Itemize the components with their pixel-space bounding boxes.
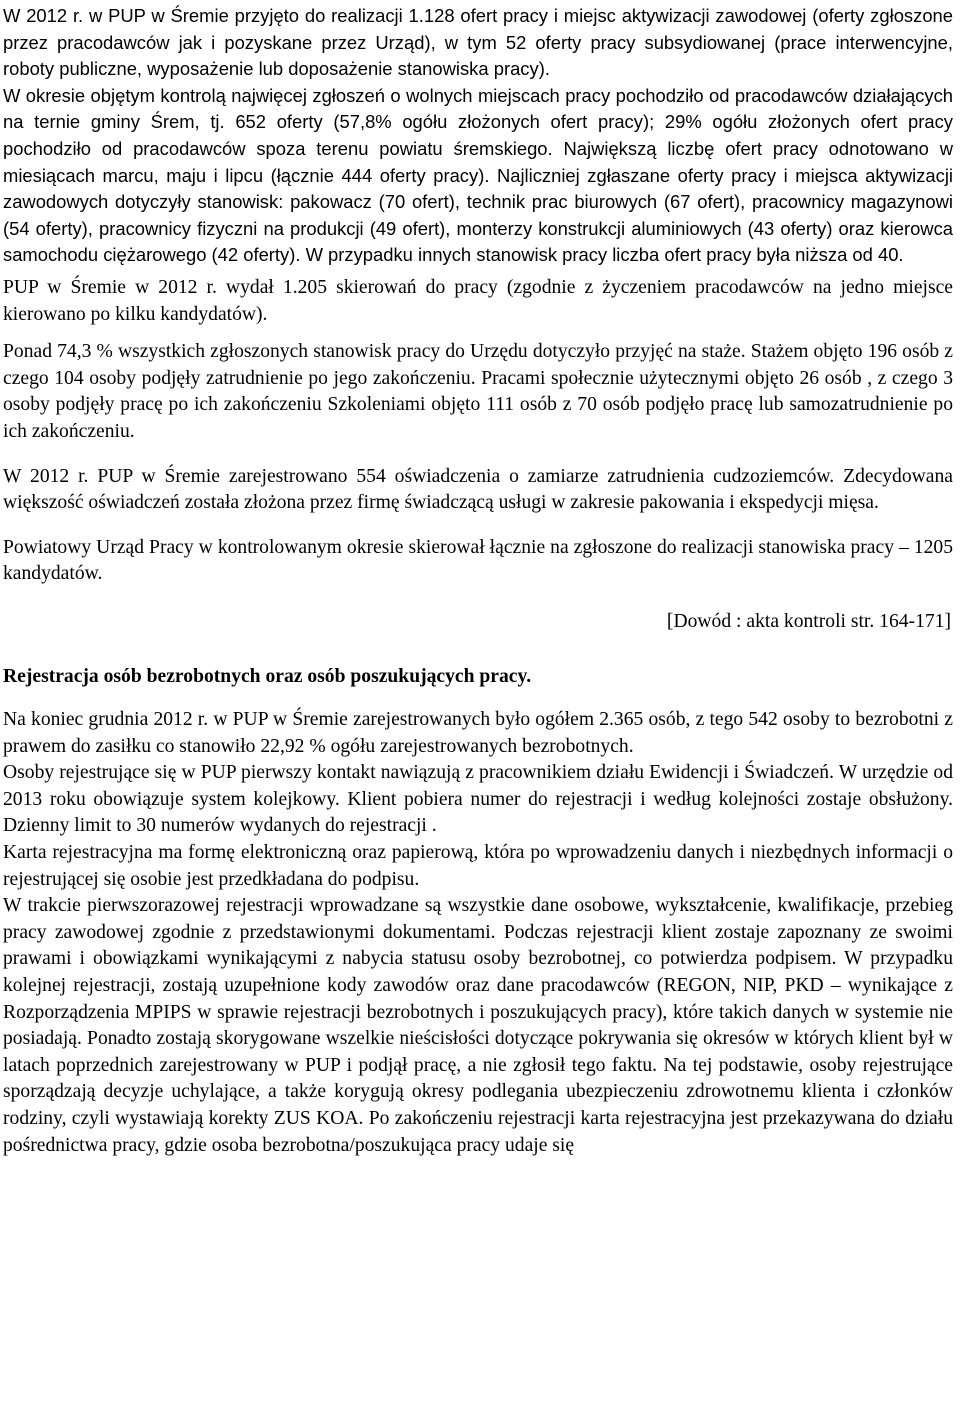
evidence-reference: [Dowód : akta kontroli str. 164-171]	[666, 610, 951, 632]
paragraph-first-contact: Osoby rejestrujące się w PUP pierwszy kontakt nawiązują z pracownikiem działu Ewidencji i Świadczeń. W urzędzie od 2013 roku obowiązuje system kolejkowy. Klient pobiera numer do rejestracji i według kolejności zostaje obsłużony. Dzienny limit to 30 numerów wydanych do rejestracji .	[3, 762, 953, 837]
paragraph-internships: Ponad 74,3 % wszystkich zgłoszonych stanowisk pracy do Urzędu dotyczyło przyjęć na staże. Stażem objęto 196 osób z czego 104 osoby podjęły zatrudnienie po jego zakończeniu. Pracami społecznie użytecznymi objęto 26 osób , z czego 3 osoby podjęły pracę po ich zakończeniu Szkoleniami objęto 111 osób z 70 osób podjęło pracę lub samozatrudnienie po ich zakończeniu.	[3, 341, 953, 442]
paragraph-job-offers: W 2012 r. w PUP w Śremie przyjęto do realizacji 1.128 ofert pracy i miejsc aktywizacji zawodowej (oferty zgłoszone przez pracodawców jak i pozyskane przez Urząd), w tym 52 oferty pracy subsydiowanej (prace interwencyjne, roboty publiczne, wyposażenie lub doposażenie stanowiska pracy).	[3, 5, 953, 80]
paragraph-registration-process: W trakcie pierwszorazowej rejestracji wprowadzane są wszystkie dane osobowe, wykształcenie, kwalifikacje, przebieg pracy zawodowej zgodnie z przedstawionymi dokumentami. Podczas rejestracji klient zostaje zapoznany ze swoimi prawami i obowiązkami wynikającymi z nabycia statusu osoby bezrobotnej, co potwierdza podpisem. W przypadku kolejnej rejestracji, zostają uzupełnione kody zawodów oraz dane pracodawców (REGON, NIP, PKD – wynikające z Rozporządzenia MPIPS w sprawie rejestracji bezrobotnych i poszukujących pracy), które takich danych w systemie nie posiadają. Ponadto zostają skorygowane wszelkie nieścisłości dotyczące pokrywania się okresów w których klient był w latach poprzednich zarejestrowany w PUP i podjął pracę, a nie zgłosił tego faktu. Na tej podstawie, osoby rejestrujące sporządzają decyzje uchylające, a także korygują okresy podlegania ubezpieczeniu zdrowotnemu klienta i członków rodziny, czyli wystawiają korekty ZUS KOA. Po zakończeniu rejestracji karta rejestracyjna jest przekazywana do działu pośrednictwa pracy, gdzie osoba bezrobotna/poszukująca pracy udaje się	[3, 895, 953, 1156]
section-heading: Rejestracja osób bezrobotnych oraz osób poszukujących pracy.	[3, 666, 532, 688]
paragraph-referrals: PUP w Śremie w 2012 r. wydał 1.205 skierowań do pracy (zgodnie z życzeniem pracodawców na jedno miejsce kierowano po kilku kandydatów).	[3, 276, 953, 325]
paragraph-offer-sources: W okresie objętym kontrolą najwięcej zgłoszeń o wolnych miejscach pracy pochodziło od pracodawców działających na ternie gminy Śrem, tj. 652 oferty (57,8% ogółu złożonych ofert pracy); 29% ogółu złożonych ofert pracy pochodziło od pracodawców spoza terenu powiatu śremskiego. Największą liczbę ofert pracy odnotowano w miesiącach marcu, maju i lipcu (łącznie 444 oferty pracy). Najliczniej zgłaszane oferty pracy i miejsca aktywizacji zawodowych dotyczyły stanowisk: pakowacz (70 ofert), technik prac biurowych (67 ofert), pracownicy magazynowi (54 oferty), pracownicy fizyczni na produkcji (49 ofert), monterzy konstrukcji aluminiowych (43 oferty) oraz kierowca samochodu ciężarowego (42 oferty). W przypadku innych stanowisk pracy liczba ofert pracy była niższa od 40.	[3, 84, 953, 266]
paragraph-foreigners: W 2012 r. PUP w Śremie zarejestrowano 554 oświadczenia o zamiarze zatrudnienia cudzoziemców. Zdecydowana większość oświadczeń została złożona przez firmę świadczącą usługi w zakresie pakowania i ekspedycji mięsa.	[3, 465, 953, 514]
paragraph-registered-total: Na koniec grudnia 2012 r. w PUP w Śremie zarejestrowanych było ogółem 2.365 osób, z tego 542 osoby to bezrobotni z prawem do zasiłku co stanowiło 22,92 % ogółu zarejestrowanych bezrobotnych.	[3, 709, 953, 757]
paragraph-candidates: Powiatowy Urząd Pracy w kontrolowanym okresie skierował łącznie na zgłoszone do realizacji stanowiska pracy – 1205 kandydatów.	[3, 536, 953, 585]
paragraph-registration-card: Karta rejestracyjna ma formę elektroniczną oraz papierową, która po wprowadzeniu danych i niezbędnych informacji o rejestrującej się osobie jest przedkładana do podpisu.	[3, 842, 953, 890]
